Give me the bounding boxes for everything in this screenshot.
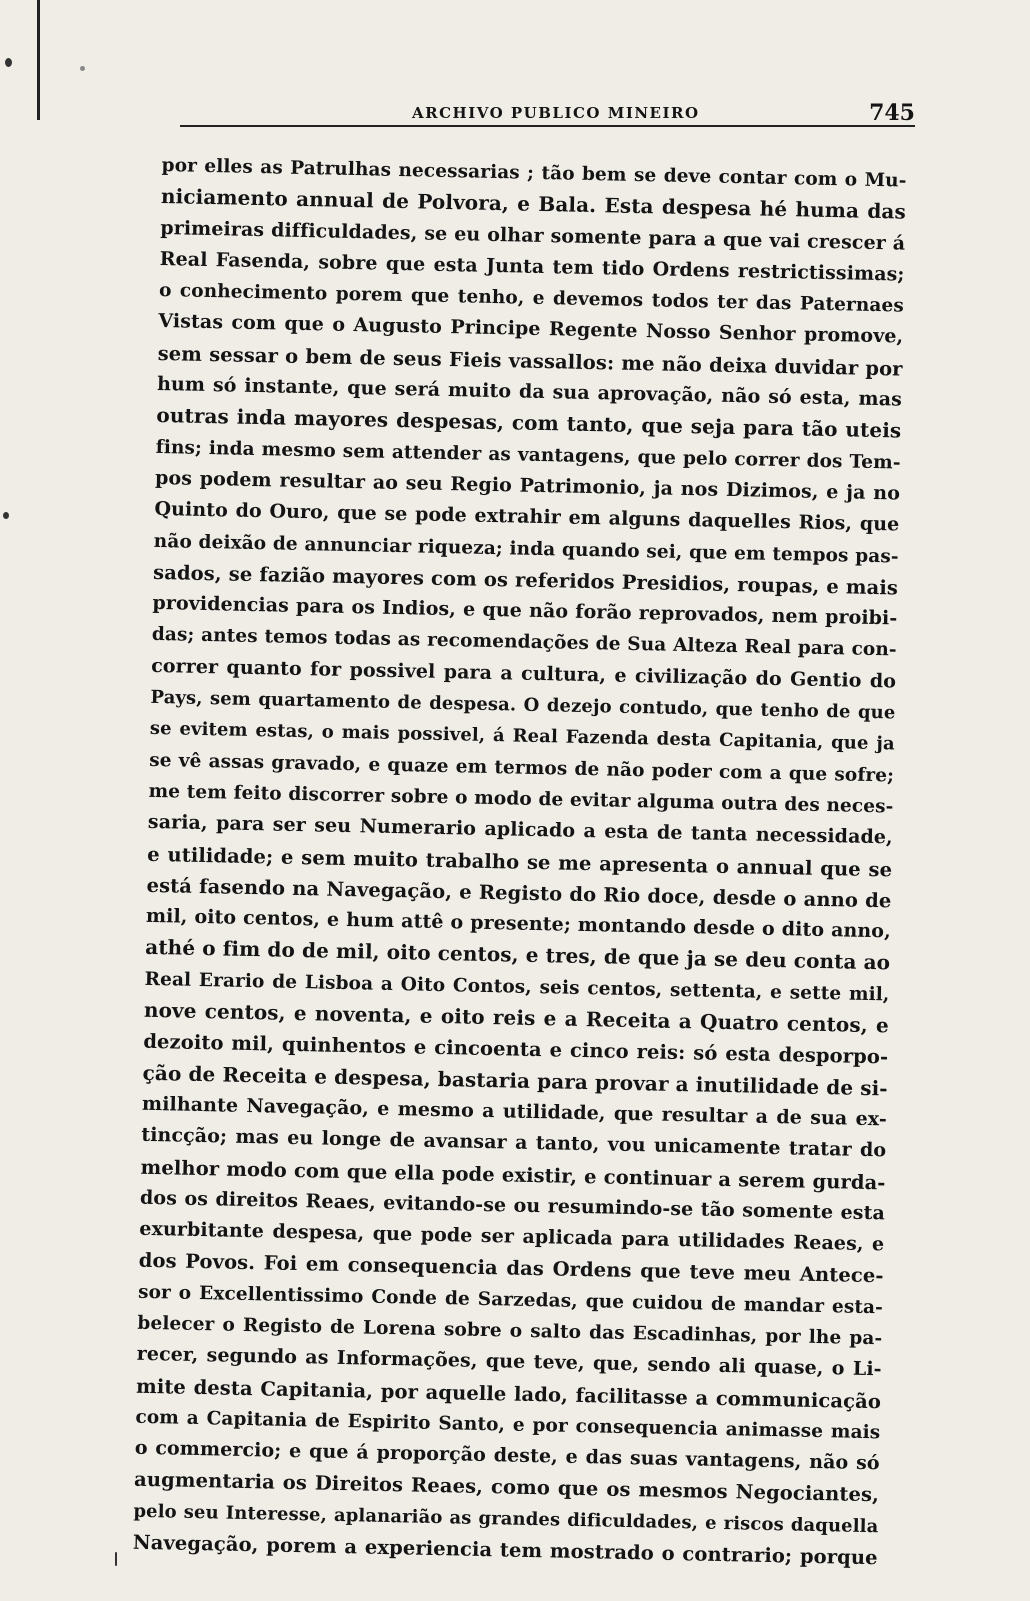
text-line: pelo seu Interesse, aplanarião as grandes dificuldades, e riscos daquella	[133, 1500, 879, 1538]
text-line: Vistas com que o Augusto Principe Regente Nosso Senhor promove,	[158, 310, 904, 349]
text-line: belecer o Registo de Lorena sobre o salto das Escadinhas, por lhe pa-	[137, 1312, 883, 1350]
text-line: o commercio; e que á proporção deste, e das suas vantagens, não só	[134, 1436, 880, 1475]
text-line: ção de Receita e despesa, bastaria para provar a inutilidade de si-	[142, 1060, 888, 1101]
text-line: athé o fim do de mil, oito centos, e tres, de que ja se deu conta ao	[145, 935, 891, 975]
text-line: se vê assas gravado, e quaze em termos de não poder com a que sofre;	[149, 749, 895, 787]
text-line: Navegação, porem a experiencia tem mostrado o contrario; porque	[132, 1530, 878, 1570]
text-line: dos os direitos Reaes, evitando-se ou resumindo-se tão somente esta	[139, 1186, 886, 1225]
scan-speck	[3, 512, 9, 519]
text-line: Real Erario de Lisboa a Oito Contos, seis centos, settenta, e sette mil,	[144, 968, 890, 1006]
text-line: saria, para ser seu Numerario aplicado a esta de tanta necessidade,	[147, 811, 893, 849]
scan-speck	[5, 58, 12, 67]
text-line: sor o Excellentissimo Conde de Sarzedas, que cuidou de mandar esta-	[137, 1281, 884, 1319]
text-line: mite desta Capitania, por aquelle lado, facilitasse a communicação	[135, 1374, 882, 1413]
text-line: recer, segundo as Informações, que teve, que, sendo ali quase, o Li-	[136, 1343, 882, 1381]
page-number: 745	[869, 100, 915, 126]
running-header	[180, 98, 915, 128]
text-line: me tem feito discorrer sobre o modo de evitar alguma outra des neces-	[148, 780, 894, 818]
text-line: pos podem resultar ao seu Regio Patrimonio, ja nos Dizimos, e ja no	[154, 466, 901, 505]
body-text	[133, 150, 907, 1574]
text-line: das; antes temos todas as recomendações de Sua Alteza Real para con-	[151, 624, 897, 661]
text-line: o conhecimento porem que tenho, e devemos todos ter das Paternaes	[158, 280, 905, 317]
text-line: tincção; mas eu longe de avansar a tanto, vou unicamente tratar do	[141, 1123, 887, 1162]
text-line: providencias para os Indios, e que não forão reprovados, nem proibi-	[152, 592, 898, 630]
text-line: não deixão de annunciar riqueza; inda quando sei, que em tempos pas-	[153, 530, 899, 568]
text-line: exurbitante despesa, que pode ser aplicada para utilidades Reaes, e	[139, 1217, 885, 1256]
text-line: melhor modo com que ella pode existir, e continuar a serem gurda-	[140, 1155, 886, 1194]
text-line: hum só instante, que será muito da sua aprovação, não só esta, mas	[156, 373, 903, 411]
margin-scan-rule	[37, 0, 40, 120]
text-line: sados, se fazião mayores com os referidos Presidios, roupas, e mais	[152, 560, 899, 600]
text-line: Pays, sem quartamento de despesa. O dezejo contudo, que tenho de que	[150, 686, 896, 724]
scan-speck	[115, 1552, 117, 1566]
text-line: milhante Navegação, e mesmo a utilidade, que resultar a de sua ex-	[141, 1092, 888, 1131]
text-line: e utilidade; e sem muito trabalho se me apresenta o annual que se	[147, 842, 893, 881]
scan-speck	[80, 66, 85, 71]
text-line: dezoito mil, quinhentos e cincoenta e cinco reis: só esta desporpo-	[143, 1030, 889, 1069]
text-line: se evitem estas, o mais possivel, á Real Fazenda desta Capitania, que ja	[149, 718, 895, 755]
text-line: está fasendo na Navegação, e Registo do Rio doce, desde o anno de	[146, 873, 892, 913]
text-line: mil, oito centos, e hum attê o presente; montando desde o dito anno,	[145, 904, 892, 943]
text-line: por elles as Patrulhas necessarias ; tão bem se deve contar com o Mu-	[161, 154, 907, 192]
text-line: dos Povos. Foi em consequencia das Ordens que teve meu Antece-	[138, 1249, 884, 1288]
text-line: correr quanto for possivel para a cultura, e civilização do Gentio do	[150, 654, 897, 693]
text-line: outras inda mayores despesas, com tanto, que seja para tão uteis	[156, 403, 902, 443]
text-line: primeiras difficuldades, se eu olhar somente para a que vai crescer á	[160, 216, 906, 255]
header-rule	[180, 125, 915, 127]
text-line: Real Fasenda, sobre que esta Junta tem tido Ordens restrictissimas;	[159, 247, 905, 286]
text-line: com a Capitania de Espirito Santo, e por consequencia animasse mais	[135, 1406, 881, 1444]
text-line: fins; inda mesmo sem attender as vantagens, que pelo correr dos Tem-	[155, 436, 901, 474]
header-title: ARCHIVO PUBLICO MINEIRO	[412, 104, 700, 122]
text-line: niciamento annual de Polvora, e Bala. Esta despesa hé huma das	[160, 184, 907, 224]
text-line: augmentaria os Direitos Reaes, como que os mesmos Negociantes,	[133, 1468, 880, 1507]
text-line: sem sessar o bem de seus Fieis vassallos: me não deixa duvidar por	[157, 341, 903, 381]
text-line: Quinto do Ouro, que se pode extrahir em alguns daquelles Rios, que	[154, 498, 900, 536]
text-line: nove centos, e noventa, e oito reis e a Receita a Quatro centos, e	[143, 997, 890, 1038]
